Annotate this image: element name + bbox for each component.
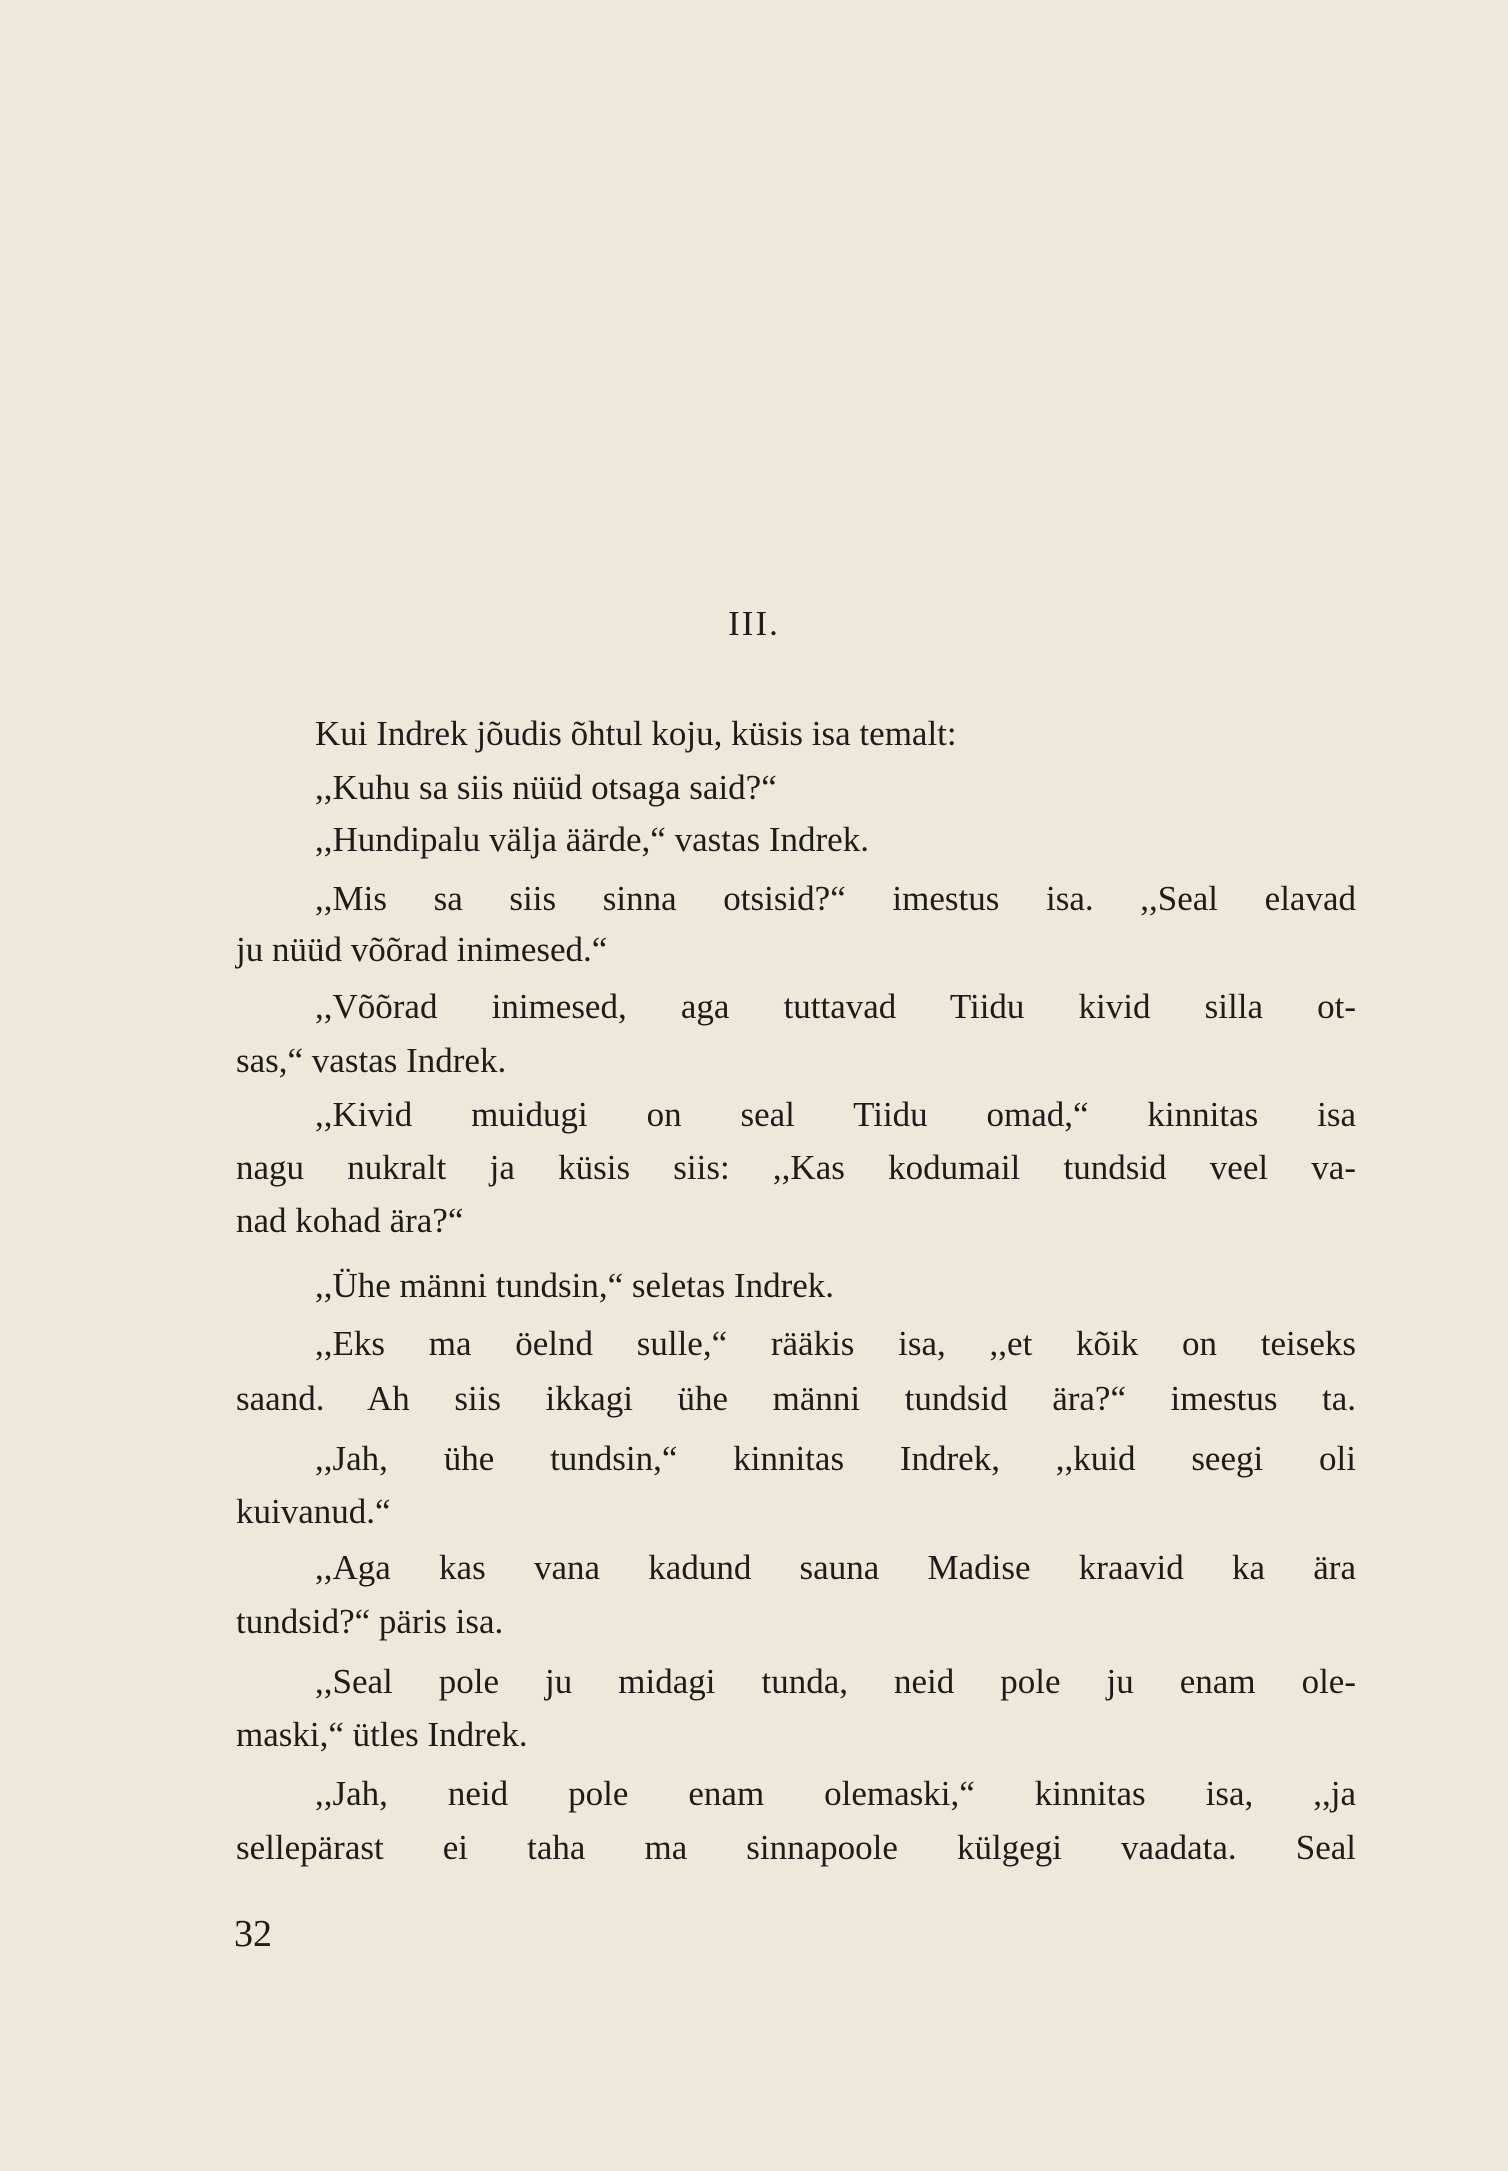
text-line: ,,Jah, ühe tundsin,“ kinnitas Indrek, ,,kuid seegi oli bbox=[315, 1439, 1356, 1478]
text-line: maski,“ ütles Indrek. bbox=[236, 1715, 528, 1754]
text-line: ,,Võõrad inimesed, aga tuttavad Tiidu kivid silla ot- bbox=[315, 987, 1356, 1026]
text-line: sellepärast ei taha ma sinnapoole külgegi vaadata. Seal bbox=[236, 1828, 1356, 1867]
text-line: ,,Kuhu sa siis nüüd otsaga said?“ bbox=[315, 768, 777, 807]
text-line: ,,Jah, neid pole enam olemaski,“ kinnitas isa, ,,ja bbox=[315, 1774, 1356, 1813]
text-line: nagu nukralt ja küsis siis: ,,Kas kodumail tundsid veel va- bbox=[236, 1148, 1356, 1187]
text-line: sas,“ vastas Indrek. bbox=[236, 1041, 507, 1080]
text-line: ,,Hundipalu välja äärde,“ vastas Indrek. bbox=[315, 820, 869, 859]
text-line: ju nüüd võõrad inimesed.“ bbox=[236, 930, 608, 969]
text-line: ,,Aga kas vana kadund sauna Madise kraavid ka ära bbox=[315, 1548, 1356, 1587]
text-line: nad kohad ära?“ bbox=[236, 1201, 464, 1240]
text-line: ,,Ühe männi tundsin,“ seletas Indrek. bbox=[315, 1266, 835, 1305]
text-line: ,,Kivid muidugi on seal Tiidu omad,“ kinnitas isa bbox=[315, 1095, 1356, 1134]
text-line: ,,Mis sa siis sinna otsisid?“ imestus isa. ,,Seal elavad bbox=[315, 879, 1356, 918]
text-line: tundsid?“ päris isa. bbox=[236, 1602, 504, 1641]
text-line: Kui Indrek jõudis õhtul koju, küsis isa temalt: bbox=[315, 714, 957, 753]
text-line: ,,Eks ma öelnd sulle,“ rääkis isa, ,,et kõik on teiseks bbox=[315, 1324, 1356, 1363]
text-line: ,,Seal pole ju midagi tunda, neid pole ju enam ole- bbox=[315, 1662, 1356, 1701]
text-line: saand. Ah siis ikkagi ühe männi tundsid ära?“ imestus ta. bbox=[236, 1379, 1356, 1418]
chapter-heading: III. bbox=[728, 604, 780, 643]
text-line: kuivanud.“ bbox=[236, 1492, 391, 1531]
page-number: 32 bbox=[234, 1913, 272, 1955]
